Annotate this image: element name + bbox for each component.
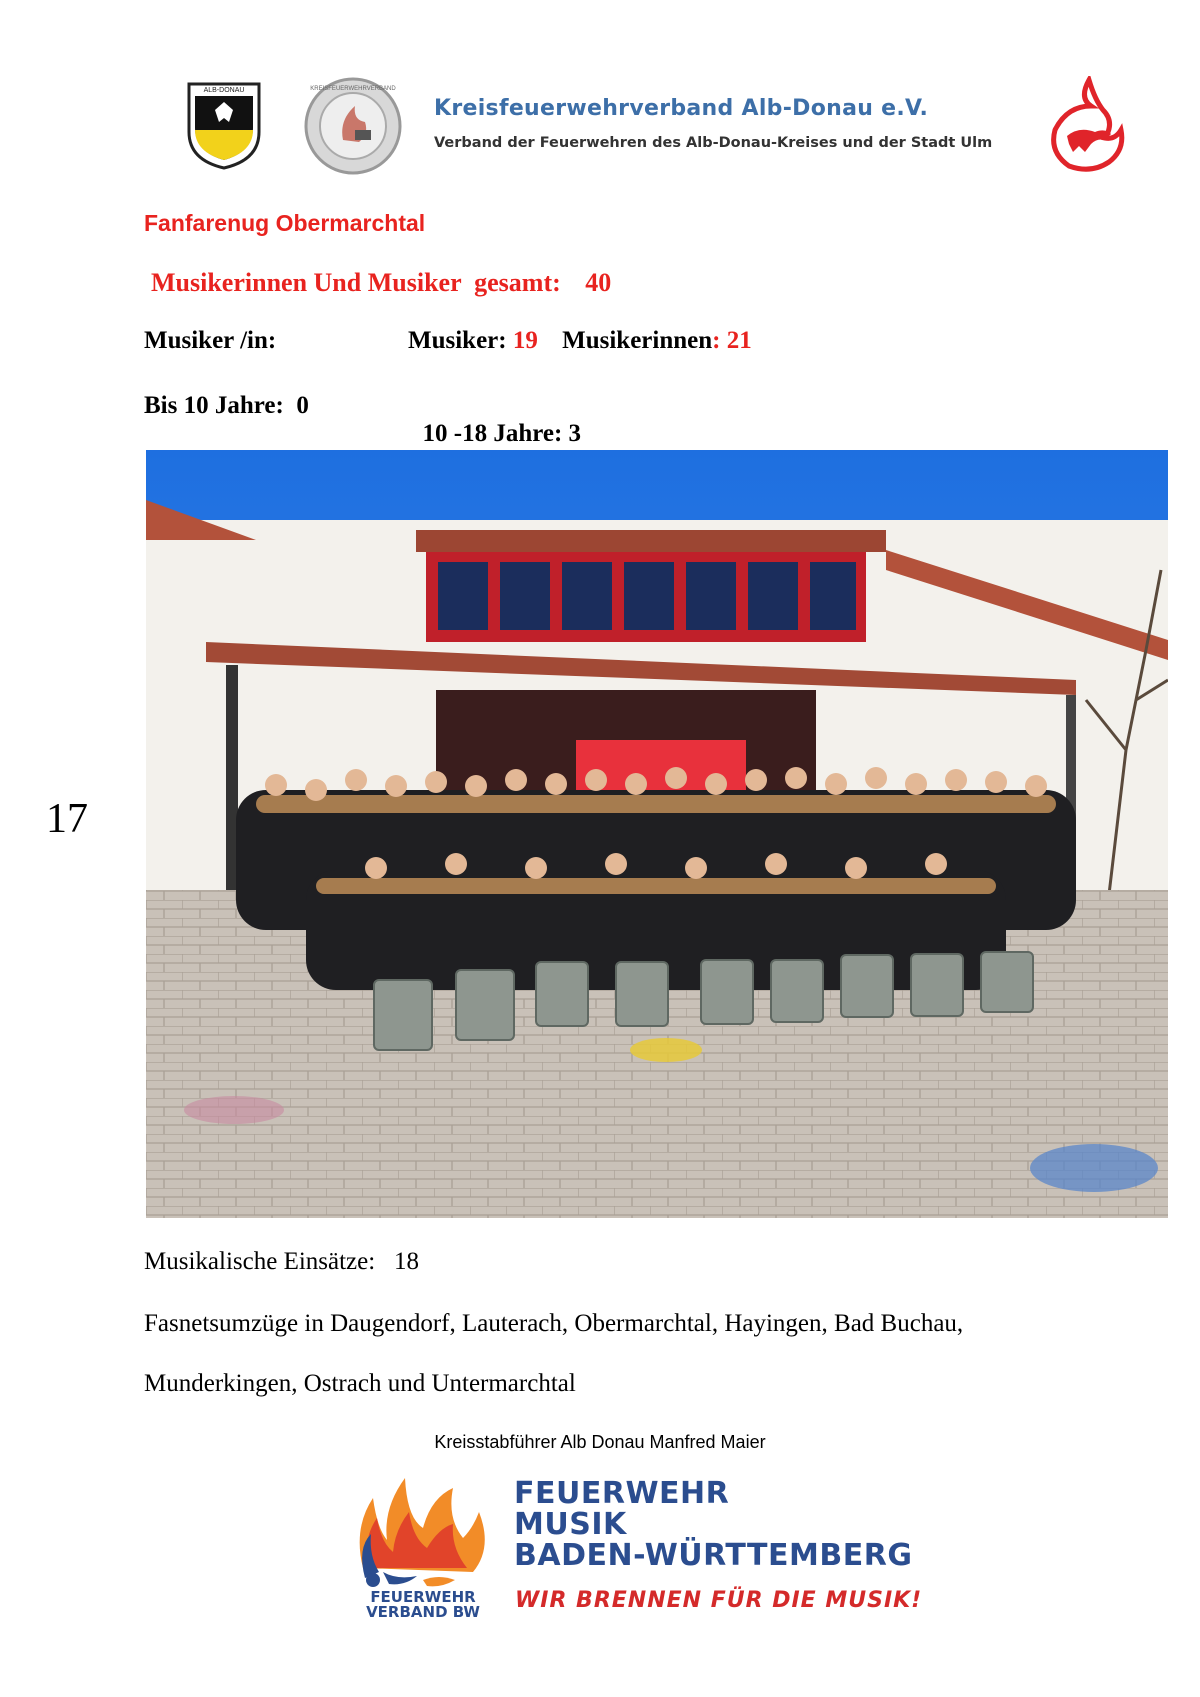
footer-slogan: WIR BRENNEN FÜR DIE MUSIK! [515,1588,923,1613]
total-musicians-label: Musikerinnen Und Musiker gesamt: [151,268,561,297]
parades-line-2: Munderkingen, Ostrach und Untermarchtal [144,1370,576,1397]
footer-title-line-2: MUSIK [514,1507,627,1542]
header-organization-title: Kreisfeuerwehrverband Alb-Donau e.V. [434,96,929,121]
footer-title-line-1: FEUERWEHR [514,1476,730,1511]
footer-title [514,1478,912,1571]
header-subtitle: Verband der Feuerwehren des Alb-Donau-Kreises und der Stadt Ulm [434,135,993,151]
district-crest-logo [185,80,263,170]
page-number: 17 [46,796,88,842]
total-musicians-line [151,268,611,298]
group-photo [146,450,1168,1218]
association-seal-logo [303,76,403,176]
footer-logo-line-1: FEUERWEHR [370,1588,476,1606]
male-count: 19 [512,327,538,354]
footer-title-line-3: BADEN-WÜRTTEMBERG [514,1538,913,1573]
footer-logo-line-2: VERBAND BW [366,1603,480,1620]
crest-text: ALB-DONAU [203,87,245,94]
author-line: Kreisstabführer Alb Donau Manfred Maier [434,1432,766,1452]
female-count: : 21 [712,327,752,354]
age-10-18: 10 -18 Jahre: 3 [422,420,582,447]
feuerwehrverband-bw-logo [343,1468,503,1620]
male-label: Musiker: [408,327,507,354]
female-label: Musikerinnen [562,327,713,354]
parades-line-1: Fasnetsumzüge in Daugendorf, Lauterach, Obermarchtal, Hayingen, Bad Buchau, [144,1310,964,1337]
seal-text: KREISFEUERWEHRVERBAND [310,86,396,92]
gender-row-values [408,327,752,355]
flame-lion-logo [1045,76,1127,172]
total-musicians-value: 40 [585,268,612,297]
gender-row-label: Musiker /in: [144,327,277,354]
age-under-10: Bis 10 Jahre: 0 [144,392,309,419]
musical-engagements-line: Musikalische Einsätze: 18 [144,1248,419,1275]
band-name-heading: Fanfarenug Obermarchtal [144,210,426,236]
